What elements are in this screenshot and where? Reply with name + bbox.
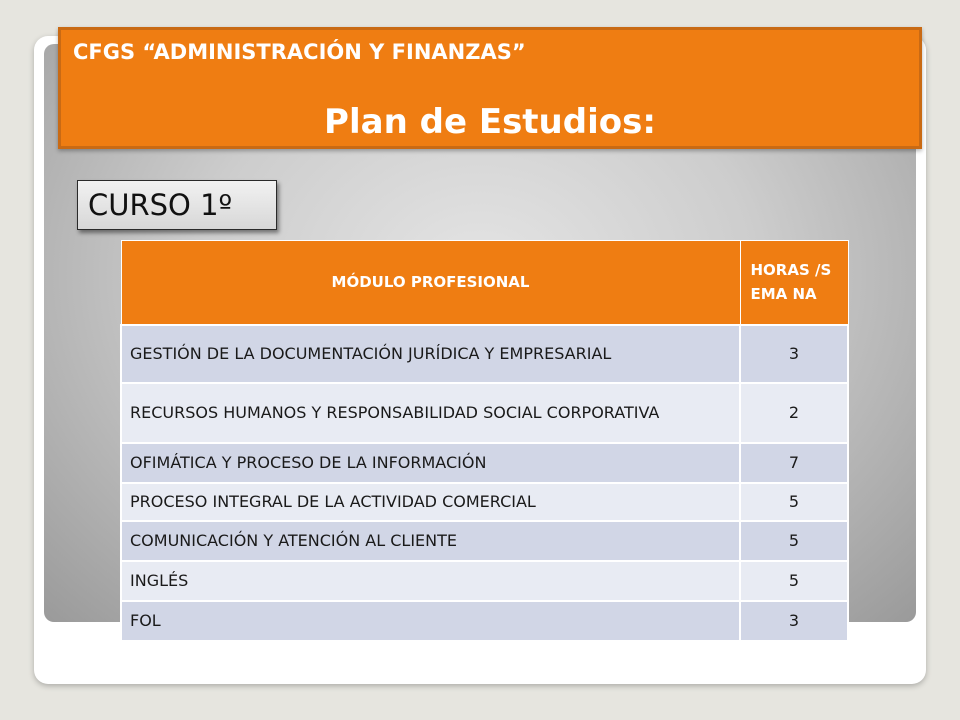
page-title: Plan de Estudios:: [324, 102, 656, 142]
table-row: [121, 521, 848, 561]
title-banner: [58, 27, 922, 149]
curso-label: CURSO 1º: [77, 180, 277, 230]
table-row: [121, 325, 848, 383]
module-cell: PROCESO INTEGRAL DE LA ACTIVIDAD COMERCIAL: [121, 483, 740, 521]
table-row: [121, 561, 848, 601]
module-cell: RECURSOS HUMANOS Y RESPONSABILIDAD SOCIAL CORPORATIVA: [121, 383, 740, 443]
table-header-row: [121, 241, 848, 325]
table-row: [121, 443, 848, 483]
hours-cell: 2: [740, 383, 848, 443]
module-cell: GESTIÓN DE LA DOCUMENTACIÓN JURÍDICA Y EMPRESARIAL: [121, 325, 740, 383]
table-row: [121, 483, 848, 521]
module-cell: FOL: [121, 601, 740, 641]
modules-table: [120, 240, 849, 642]
module-cell: COMUNICACIÓN Y ATENCIÓN AL CLIENTE: [121, 521, 740, 561]
column-header-module: MÓDULO PROFESIONAL: [121, 241, 740, 325]
table-row: [121, 601, 848, 641]
hours-cell: 5: [740, 561, 848, 601]
hours-cell: 5: [740, 521, 848, 561]
course-name: CFGS “ADMINISTRACIÓN Y FINANZAS”: [73, 40, 526, 64]
hours-cell: 7: [740, 443, 848, 483]
hours-cell: 3: [740, 601, 848, 641]
hours-cell: 5: [740, 483, 848, 521]
hours-cell: 3: [740, 325, 848, 383]
module-cell: OFIMÁTICA Y PROCESO DE LA INFORMACIÓN: [121, 443, 740, 483]
column-header-hours: HORAS /SEMA NA: [740, 241, 848, 325]
table-row: [121, 383, 848, 443]
module-cell: INGLÉS: [121, 561, 740, 601]
